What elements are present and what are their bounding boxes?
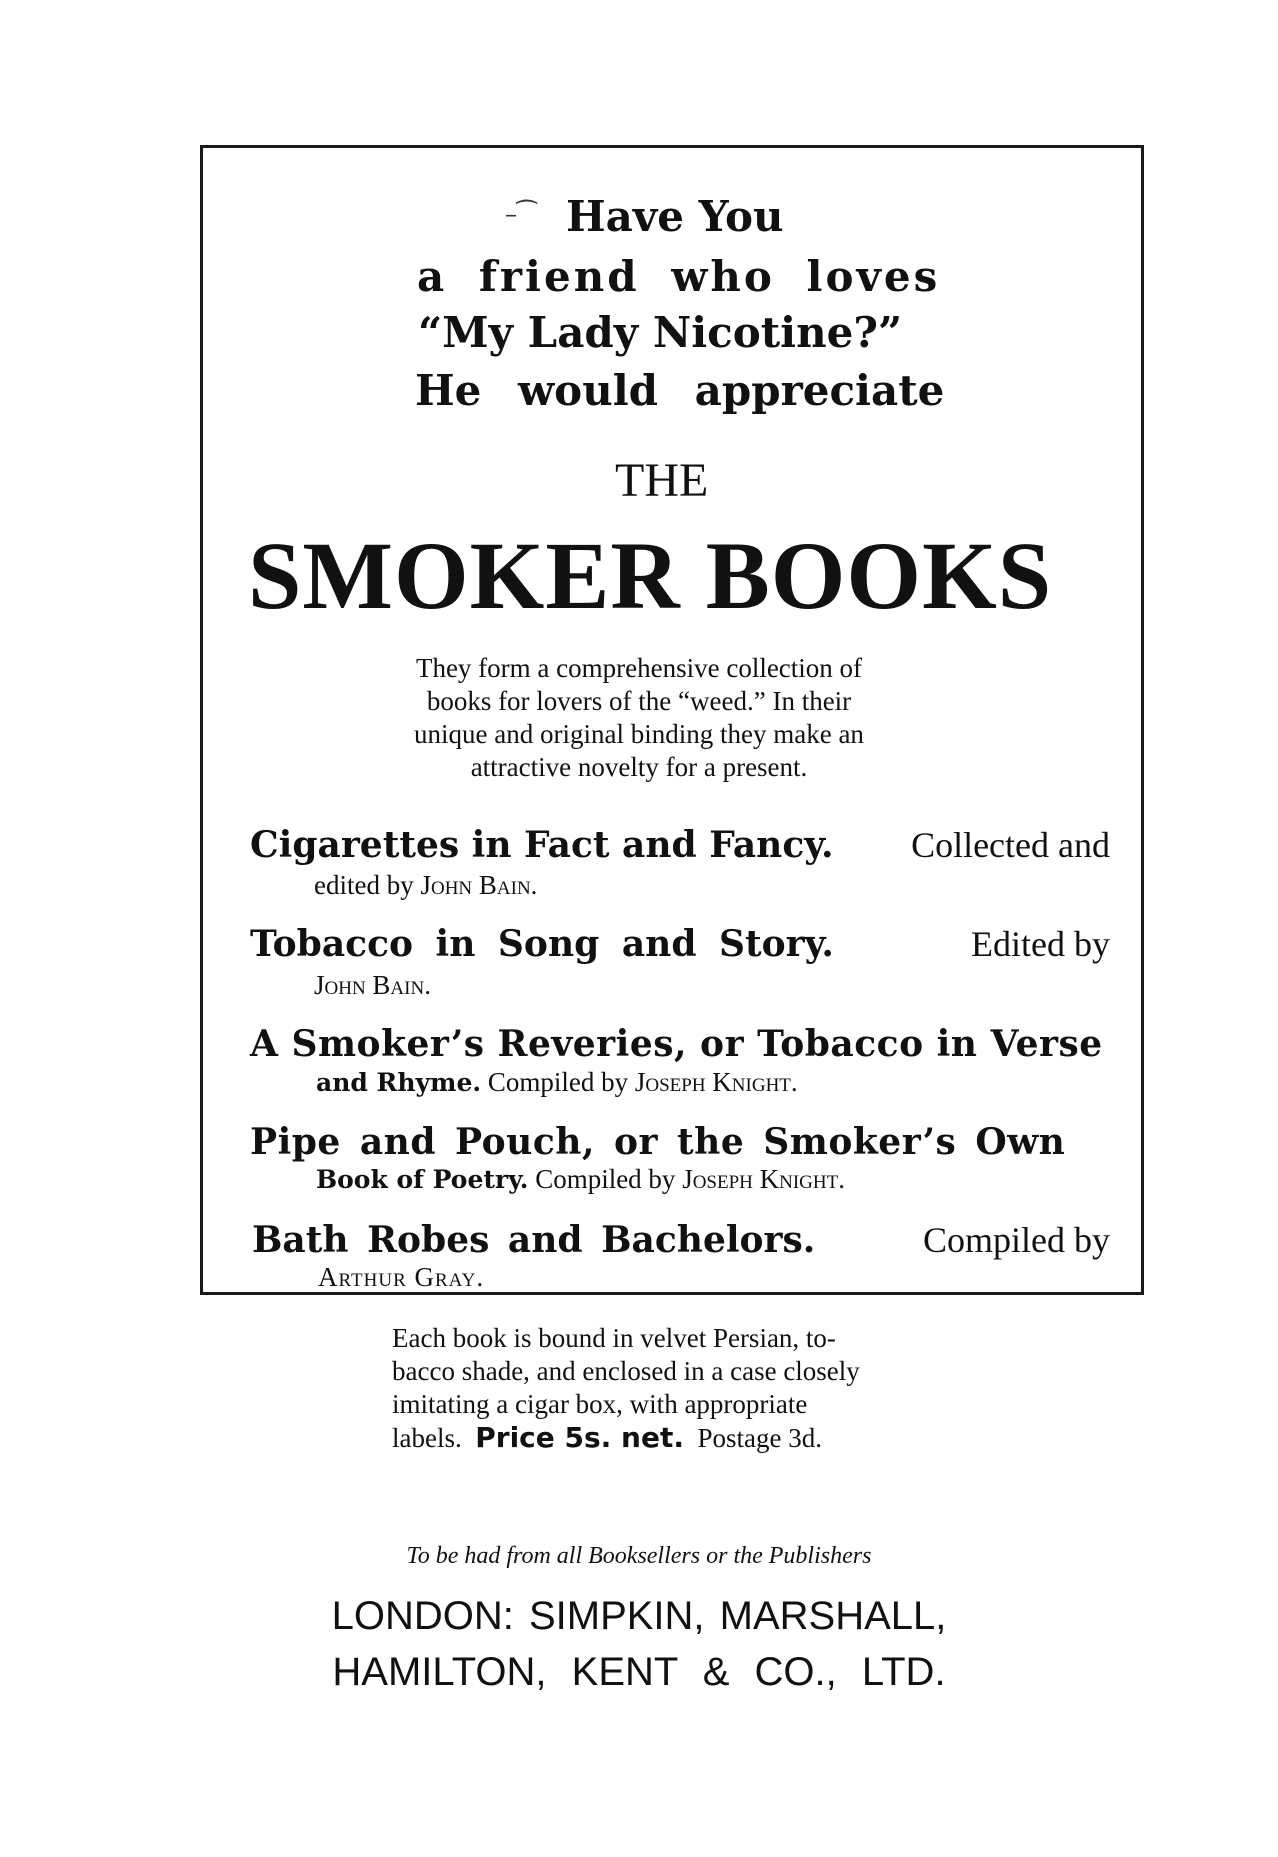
intro-line-2: books for lovers of the “weed.” In their [426, 686, 852, 716]
price-line [392, 1421, 860, 1455]
hook-line-4: He would appreciate [415, 366, 945, 415]
book-subline-1 [314, 870, 537, 901]
book-sub-text: Compiled by [528, 1164, 683, 1194]
binding-line-1: Each book is bound in velvet Persian, to- [392, 1323, 836, 1353]
price-value: Price 5s. net. [475, 1421, 684, 1454]
intro-line-3: unique and original binding they make an [414, 719, 864, 749]
hook-line-3: “My Lady Nicotine?” [418, 308, 903, 357]
book-title: Tobacco in Song and Story. [250, 923, 834, 965]
intro-paragraph [0, 652, 1278, 784]
book-credit: Compiled by [923, 1220, 1110, 1260]
book-credit: Edited by [971, 924, 1110, 964]
book-title: Pipe and Pouch, or the Smoker’s Own [250, 1121, 1066, 1163]
book-subline-4 [316, 1164, 845, 1195]
publisher-line-1: LONDON: SIMPKIN, MARSHALL, [331, 1594, 947, 1638]
ornament-mark: –⁀ [505, 200, 537, 228]
title-article: THE [615, 454, 709, 507]
book-title: Bath Robes and Bachelors. [252, 1219, 816, 1261]
hook-line-2: a friend who loves [417, 252, 941, 301]
book-entry-2 [250, 923, 1110, 965]
book-entry-3 [250, 1023, 1103, 1065]
book-entry-1 [250, 824, 1110, 866]
book-entry-4 [250, 1121, 1065, 1163]
book-credit: Collected and [911, 825, 1110, 865]
book-author: John Bain. [314, 970, 431, 1000]
book-subline-5 [318, 1262, 484, 1293]
book-author: Arthur Gray. [318, 1262, 485, 1292]
binding-note [392, 1322, 860, 1455]
book-subline-2 [314, 970, 431, 1001]
postage-value: Postage 3d. [697, 1423, 822, 1453]
publisher-block [0, 1588, 1278, 1700]
intro-line-4: attractive novelty for a present. [470, 752, 808, 782]
hook-line-1: Have You [566, 192, 784, 241]
book-subtitle: Book of Poetry. [316, 1165, 529, 1194]
book-sub-text: Compiled by [481, 1067, 635, 1097]
book-author: Joseph Knight. [682, 1164, 845, 1194]
book-sub-text: edited by [314, 870, 421, 900]
binding-line-2: bacco shade, and enclosed in a case closely [392, 1356, 860, 1386]
book-subtitle: and Rhyme. [316, 1068, 482, 1097]
binding-line-3: imitating a cigar box, with appropriate [392, 1389, 808, 1419]
book-author: Joseph Knight. [634, 1067, 798, 1097]
book-title: Cigarettes in Fact and Fancy. [250, 824, 834, 866]
intro-line-1: They form a comprehensive collection of [415, 653, 863, 683]
book-entry-5 [252, 1219, 1110, 1261]
book-author: John Bain. [420, 870, 538, 900]
book-title: A Smoker’s Reveries, or Tobacco in Verse [250, 1023, 1103, 1065]
page-title: SMOKER BOOKS [248, 522, 1053, 629]
publisher-line-2: HAMILTON, KENT & CO., LTD. [332, 1650, 946, 1694]
price-lead: labels. [392, 1423, 462, 1453]
book-subline-3 [316, 1067, 798, 1098]
availability-line: To be had from all Booksellers or the Publishers [406, 1543, 872, 1569]
